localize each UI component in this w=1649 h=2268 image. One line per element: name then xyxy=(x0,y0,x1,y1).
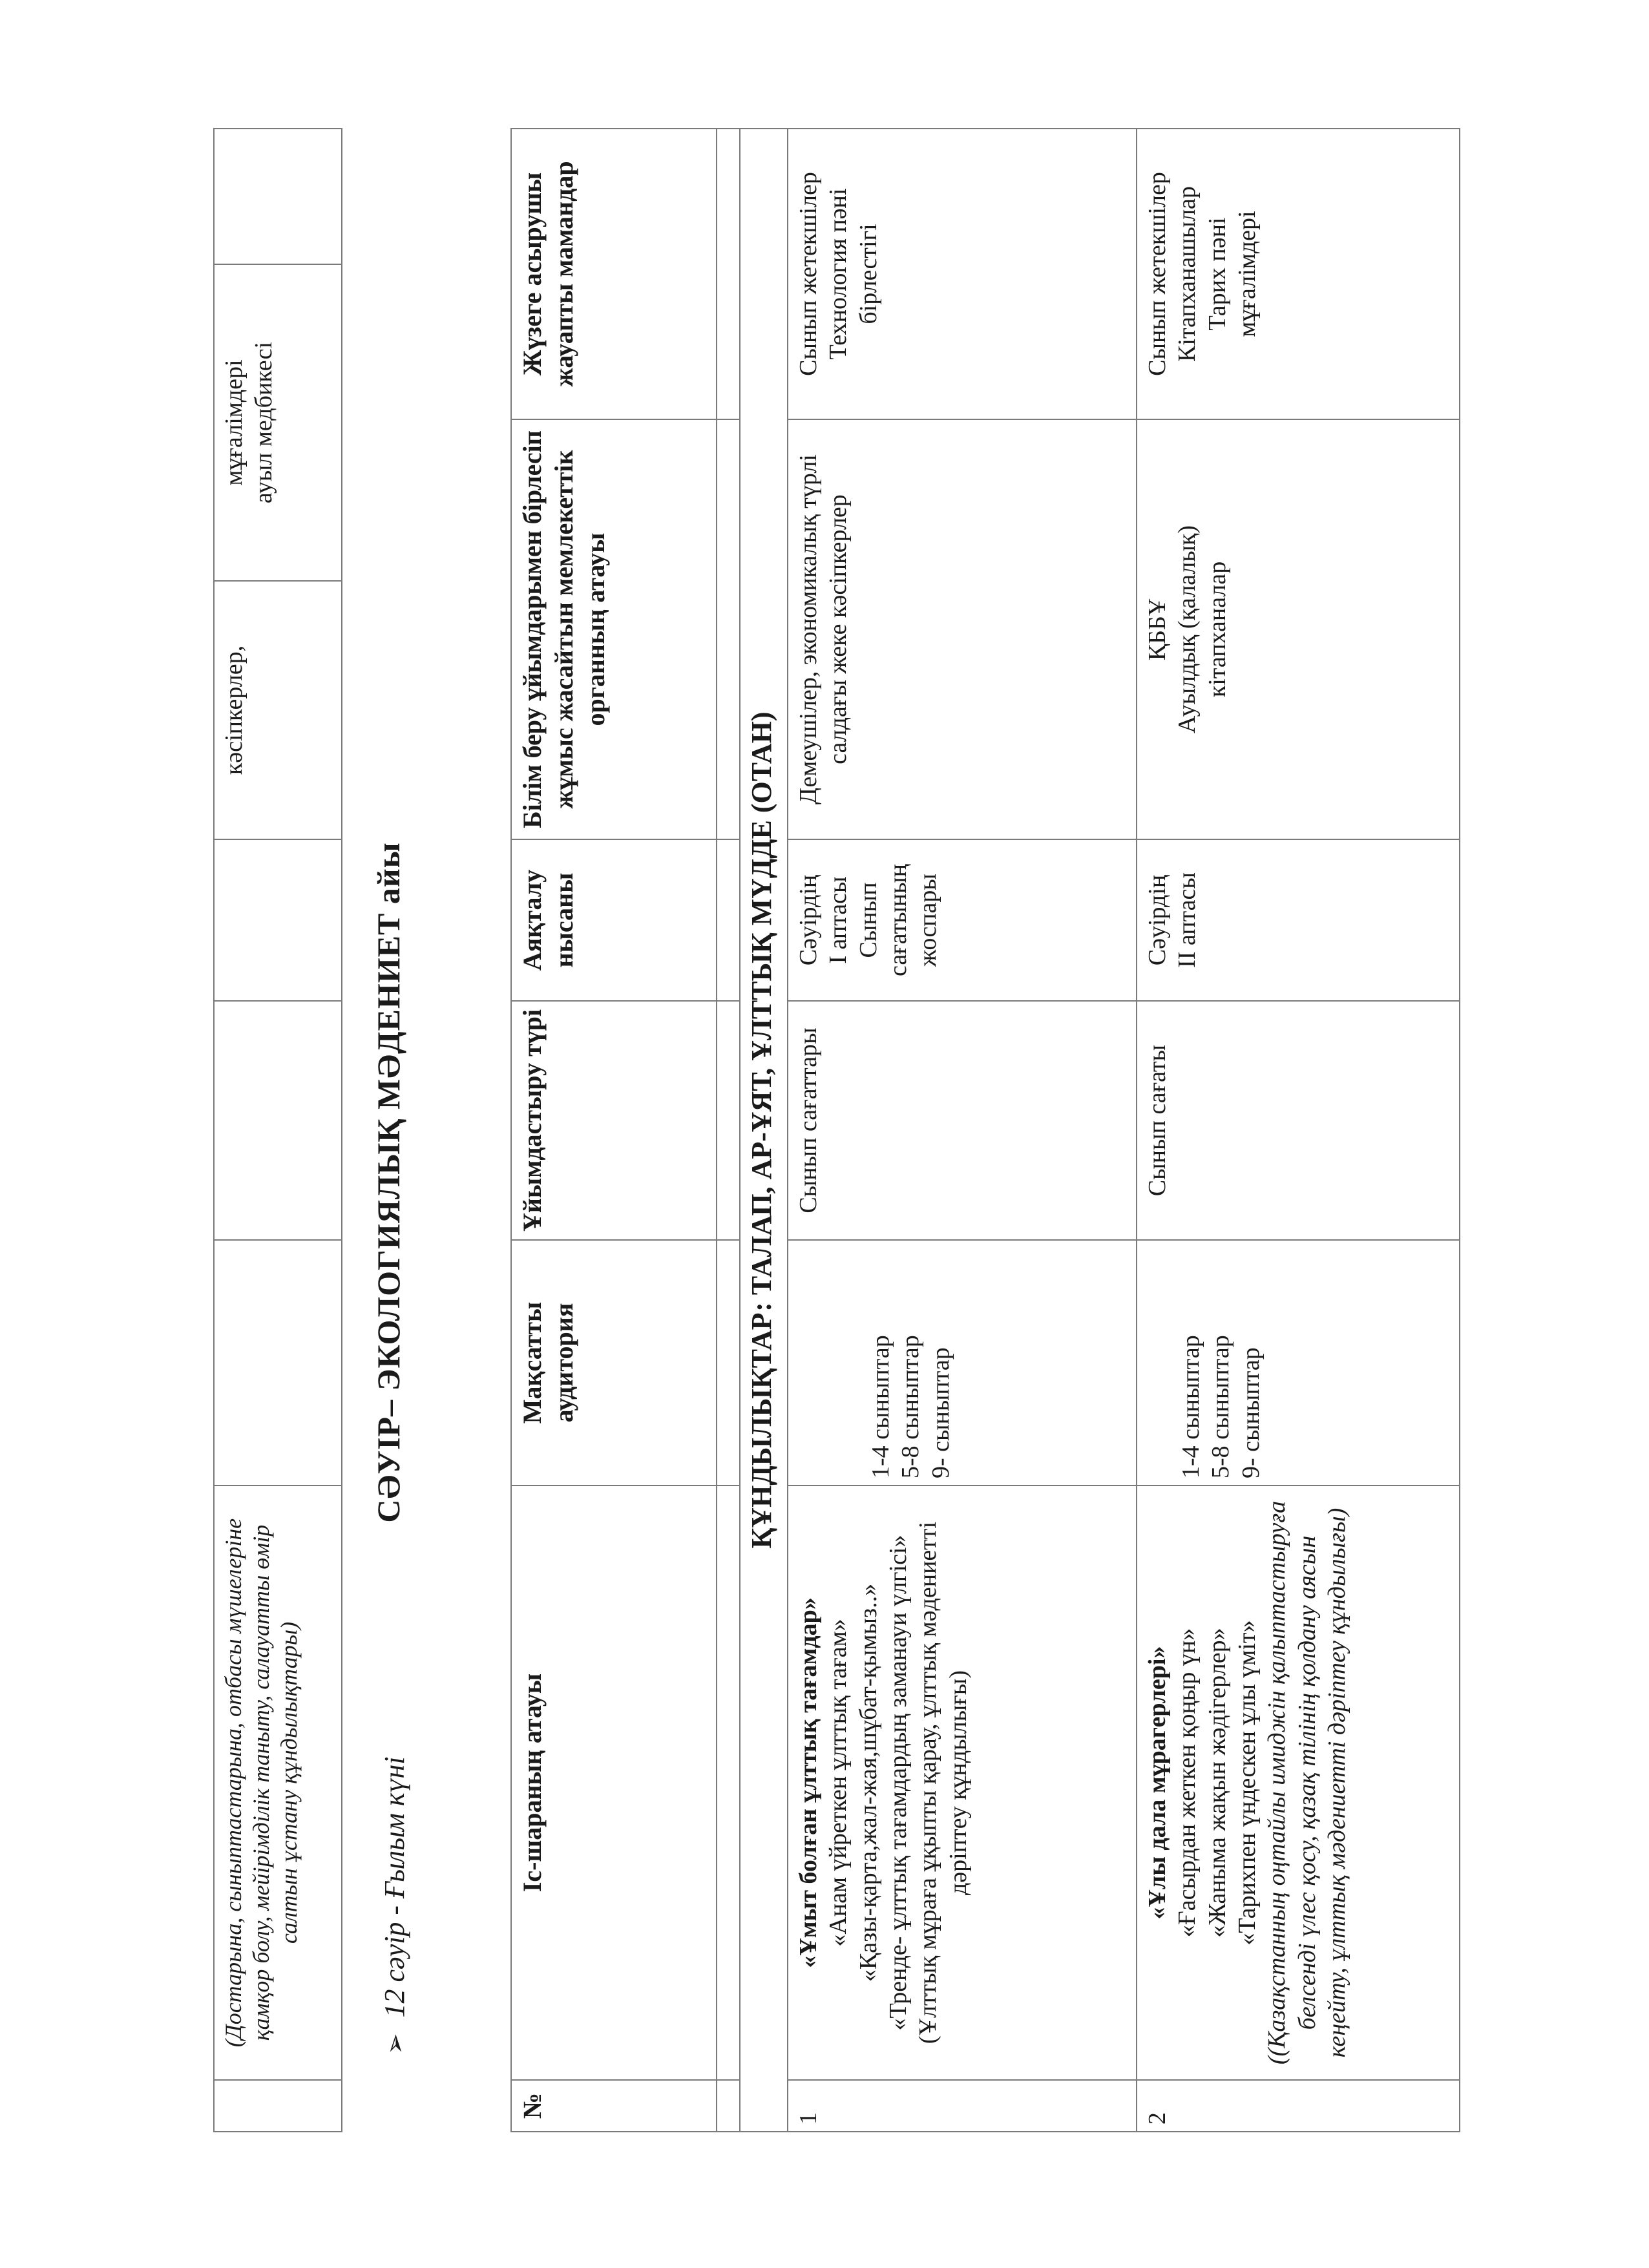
partners-line: Ауылдық (қалалық) xyxy=(1173,525,1201,733)
table-row xyxy=(1137,129,1460,2132)
completion-line: жоспары xyxy=(914,874,942,967)
header-partners: Білім беру ұйымдарымен бірлесіп жұмыс жасайтын мемлекеттік органның атауы xyxy=(511,419,717,839)
audience-item: 5-8 сыныптар xyxy=(1207,1335,1235,1478)
spacer-cell xyxy=(717,419,740,839)
header-completion: Аяқталу нысаны xyxy=(511,839,717,1001)
audience-item: 9- сыныптар xyxy=(927,1347,954,1478)
form-cell: Сынып сағаты xyxy=(1137,1001,1460,1240)
spacer-cell xyxy=(717,1001,740,1240)
continuation-cell-completion xyxy=(214,839,342,1001)
responsible-cell xyxy=(1137,129,1460,419)
completion-cell xyxy=(788,839,1137,1001)
continuation-cell-audience xyxy=(214,1240,342,1486)
header-name: Іс-шараның атауы xyxy=(511,1486,717,2080)
completion-line: І аптасы xyxy=(824,876,852,964)
spacer-cell xyxy=(717,129,740,419)
continuation-table xyxy=(213,128,342,2132)
event-name-cell xyxy=(1137,1486,1460,2080)
completion-line: Сәуірдің xyxy=(1144,874,1171,966)
completion-cell xyxy=(1137,839,1460,1001)
audience-cell xyxy=(1137,1240,1460,1486)
event-item: «Жаныма жақын жәдігерлер» xyxy=(1203,1628,1231,1938)
spacer-cell xyxy=(717,1486,740,2080)
completion-line: Сәуірдің xyxy=(795,874,822,966)
spacer-cell xyxy=(717,839,740,1001)
partners-cell: Демеушілер, экономикалық түрлі салдағы жеке кәсіпкерлер xyxy=(788,419,1137,839)
header-no: № xyxy=(511,2080,717,2132)
header-form: Ұйымдастыру түрі xyxy=(511,1001,717,1240)
responsible-line: Технология пәні xyxy=(824,188,852,360)
responsible-line: Тарих пәні xyxy=(1203,217,1231,331)
completion-line: Сынып xyxy=(854,882,882,958)
table-header-row xyxy=(511,129,717,2132)
section-title: ҚҰНДЫЛЫҚТАР: ТАЛАП, АР-ҰЯТ, ҰЛТТЫҚ МҮДДЕ (ОТАН) xyxy=(740,129,788,2132)
date-bullet-text: 12 сәуір - Ғылым күні xyxy=(379,1756,410,2018)
event-item: «Қазы-қарта,жал-жая,шұбат-қымыз..» xyxy=(854,1583,882,1982)
month-heading: СӘУІР– ЭКОЛОГИЯЛЫҚ МӘДЕНИЕТ айы xyxy=(370,842,406,1523)
event-item: «Тарихпен үндескен ұлы үміт» xyxy=(1234,1620,1261,1946)
continuation-responsible-line: мұғалімдері xyxy=(220,359,247,486)
event-item: «Тренде- ұлттық тағамдардың заманауи үлгісі» xyxy=(885,1535,912,2031)
header-audience: Мақсатты аудитория xyxy=(511,1240,717,1486)
continuation-cell-form xyxy=(214,1001,342,1240)
continuation-responsible xyxy=(214,264,342,581)
table-row xyxy=(788,129,1137,2132)
responsible-line: мұғалімдері xyxy=(1234,211,1261,337)
continuation-cell-extra xyxy=(214,129,342,264)
event-item: «Ғасырдан жеткен қоңыр үн» xyxy=(1173,1628,1201,1938)
audience-item: 1-4 сыныптар xyxy=(867,1335,894,1478)
responsible-line: Сынып жетекшілер xyxy=(795,172,822,376)
form-cell: Сынып сағаттары xyxy=(788,1001,1137,1240)
audience-item: 1-4 сыныптар xyxy=(1177,1335,1204,1478)
responsible-cell xyxy=(788,129,1137,419)
arrow-bullet-icon: ➢ xyxy=(381,2033,410,2055)
spacer-cell xyxy=(717,2080,740,2132)
completion-line: сағатының xyxy=(885,864,912,977)
continuation-partners: кәсіпкерлер, xyxy=(214,581,342,839)
spacer-cell xyxy=(717,1240,740,1486)
partners-line: кітапханалар xyxy=(1203,561,1231,698)
event-name-cell xyxy=(788,1486,1137,2080)
section-row xyxy=(740,129,788,2132)
event-title: «Ұлы дала мұрагерлері» xyxy=(1144,1646,1171,1920)
event-note: (Ұлттық мұраға ұқыпты қарау, ұлттық мәдениетті дәріптеу құндылығы) xyxy=(914,1521,972,2044)
audience-item: 9- сыныптар xyxy=(1237,1347,1265,1478)
responsible-line: бірлестігі xyxy=(854,224,882,324)
events-table xyxy=(510,128,1460,2132)
completion-line: ІІ аптасы xyxy=(1173,872,1201,968)
event-title: «Ұмыт болған ұлттық тағамдар» xyxy=(795,1597,822,1968)
continuation-responsible-line: ауыл медбикесі xyxy=(249,341,277,504)
continuation-note: (Достарына, сыныптастарына, отбасы мүшелеріне қамқор болу, мейірімділік таныту, салауатты өмір салтын ұстану құндылықтары) xyxy=(214,1486,342,2080)
spacer-row xyxy=(717,129,740,2132)
row-number: 2 xyxy=(1137,2080,1460,2132)
partners-line: ҚББҰ xyxy=(1144,598,1171,661)
event-note: ((Қазақстанның оңтайлы имиджін қалыптастыруға белсенді үлес қосу, қазақ тілінің қолдану аясын кеңейту, ұлттық мәдениетті дәріптеу құндылығы) xyxy=(1263,1500,1351,2065)
responsible-line: Сынып жетекшілер xyxy=(1144,172,1171,376)
row-number: 1 xyxy=(788,2080,1137,2132)
event-item: «Анам үйреткен ұлттық тағам» xyxy=(824,1619,852,1947)
continuation-cell-no xyxy=(214,2080,342,2132)
partners-cell xyxy=(1137,419,1460,839)
audience-item: 5-8 сыныптар xyxy=(897,1335,925,1478)
responsible-line: Кітапханашылар xyxy=(1173,186,1201,362)
audience-cell xyxy=(788,1240,1137,1486)
header-responsible: Жүзеге асырушы жауапты мамандар xyxy=(511,129,717,419)
